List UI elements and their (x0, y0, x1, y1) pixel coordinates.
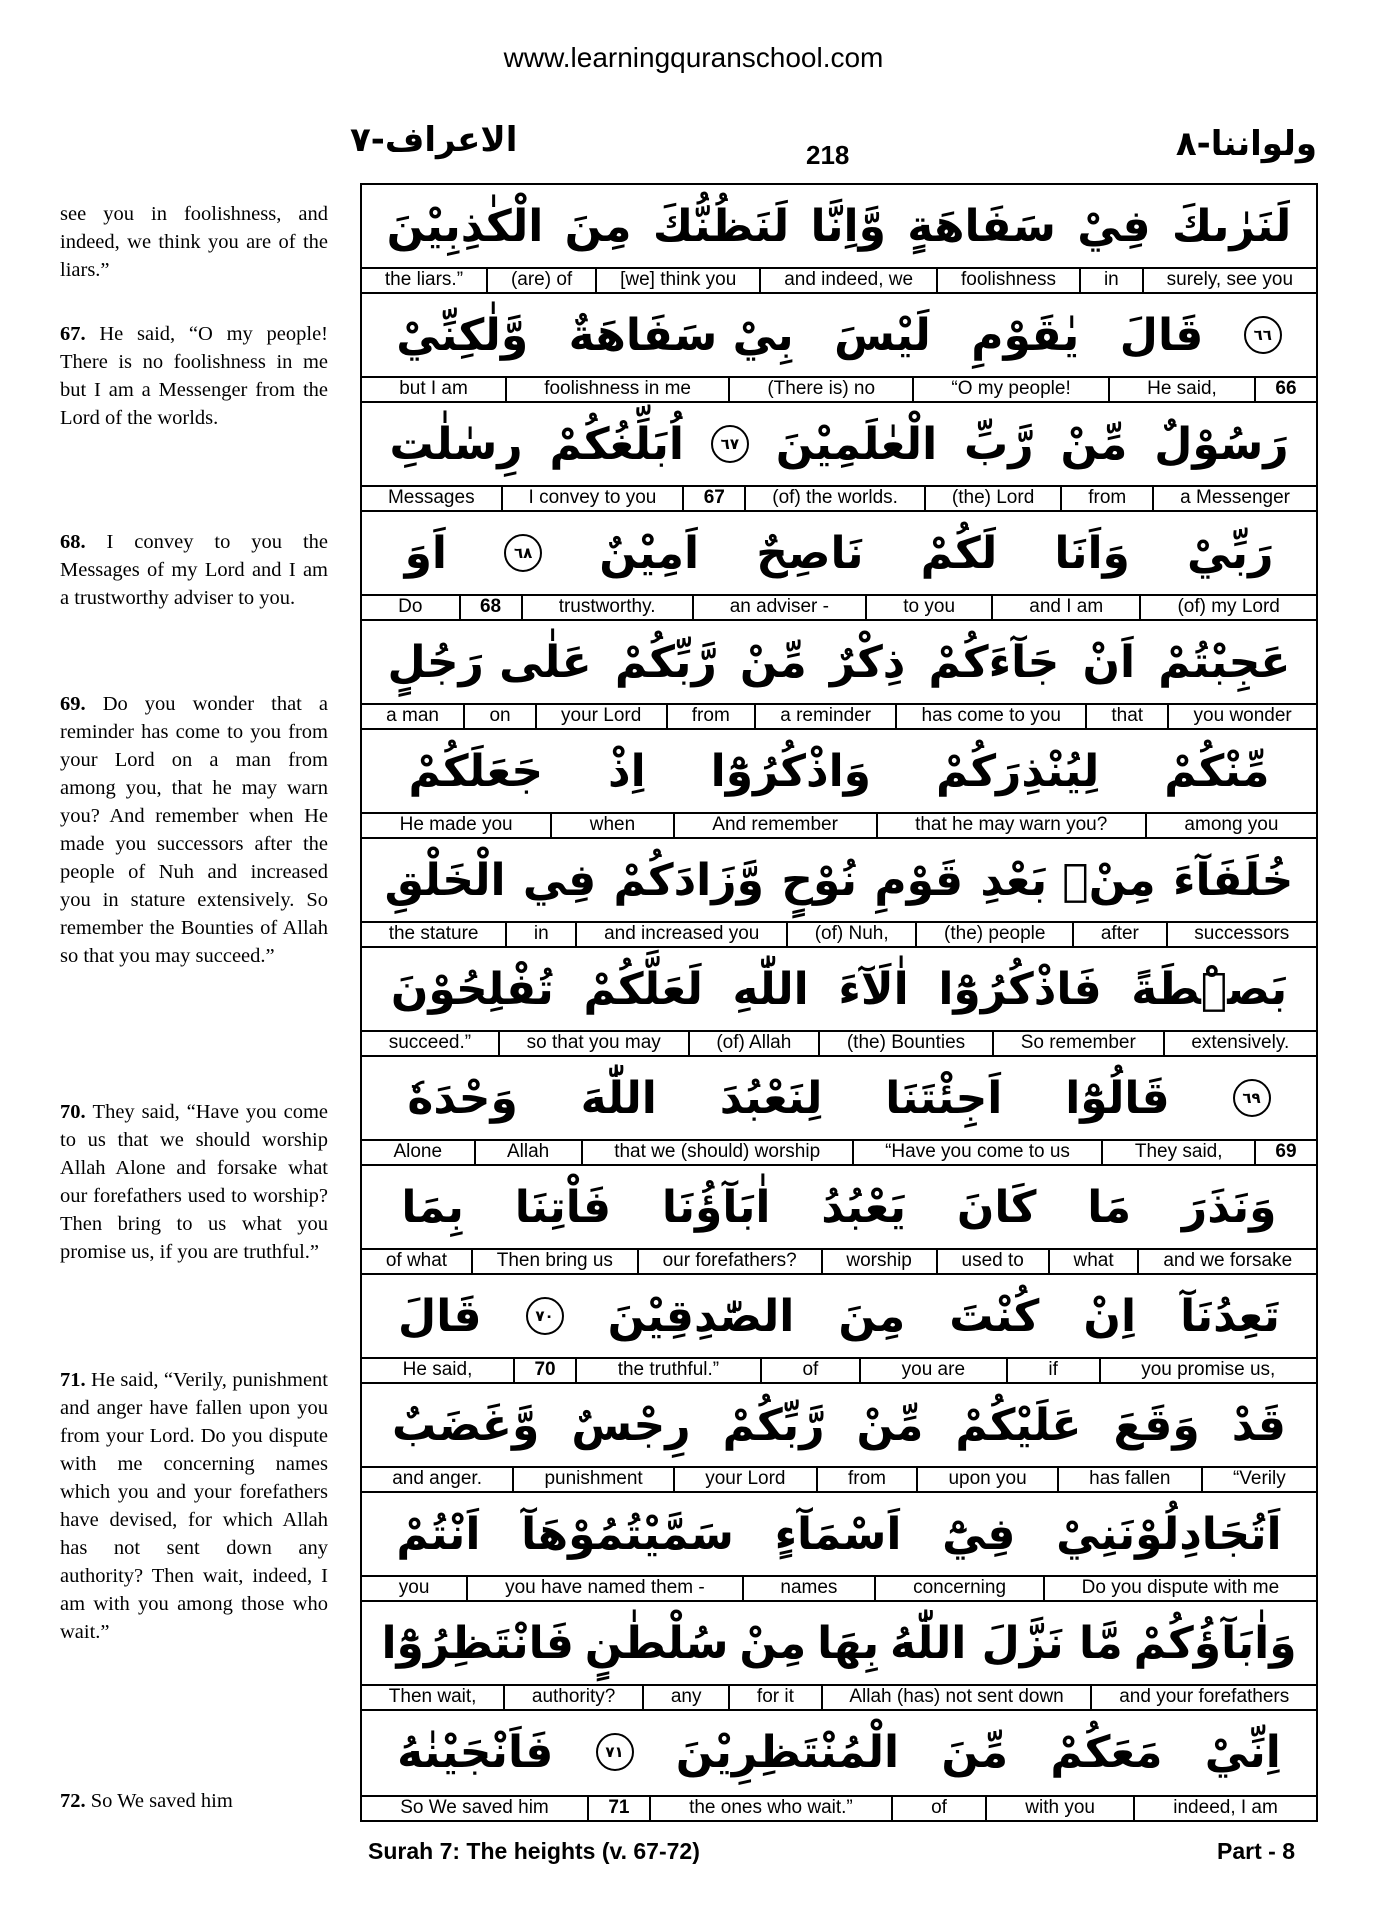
arabic-word: تُفْلِحُوْنَ (390, 963, 554, 1015)
english-gloss: (of) Nuh, (786, 923, 915, 946)
verse-number-cell: 70 (513, 1359, 575, 1382)
translation-text: They said, “Have you come to us that we should worship Allah Alone and forsake what our forefathers used to worship? Then bring to us what you promise us, if you are truthful.” (60, 1101, 328, 1263)
english-gloss: of (760, 1359, 859, 1382)
arabic-word: وَاذْكُرُوْٓا (710, 745, 872, 797)
english-gloss: “Verily (1201, 1468, 1316, 1491)
english-gloss: and indeed, we (759, 269, 936, 292)
arabic-word: وَّلٰكِنِّيْ (396, 309, 529, 361)
english-gloss: Then bring us (471, 1250, 637, 1273)
english-gloss-row (362, 1466, 1316, 1491)
arabic-word: رَبِّيْ (1187, 527, 1274, 579)
arabic-word: وَقَعَ (1113, 1399, 1200, 1451)
verse-row (362, 948, 1316, 1057)
surah-header-arabic: الاعراف-٧ (350, 120, 518, 160)
english-gloss: of (891, 1797, 985, 1820)
verse-row (362, 1602, 1316, 1711)
english-gloss: Do you dispute with me (1043, 1577, 1316, 1600)
translation-paragraph (60, 200, 328, 284)
arabic-word: وَّزَادَكُمْ (613, 854, 764, 906)
english-gloss: on (463, 705, 535, 728)
translation-text: Do you wonder that a reminder has come to you from your Lord on a man from among you, that he may warn you? And remember when He made you successors after the people of Nuh and increased you in stature extensively. So remember the Bounties of Allah so that you may succeed.” (60, 693, 329, 967)
arabic-word: رَّبِّكُمْ (722, 1399, 825, 1451)
juz-header-arabic: ولواننا-٨ (1175, 124, 1317, 164)
english-gloss-row (362, 703, 1316, 728)
english-gloss: your Lord (673, 1468, 816, 1491)
english-gloss: I convey to you (501, 487, 683, 510)
arabic-word: وَّغَضَبٌ (392, 1399, 540, 1451)
arabic-word: رَسُوْلٌ (1154, 418, 1289, 470)
arabic-word: لَنَرٰىكَ (1171, 200, 1292, 252)
english-gloss-row (362, 485, 1316, 510)
english-gloss-row (362, 1030, 1316, 1055)
verse-row (362, 839, 1316, 948)
verse-row (362, 1493, 1316, 1602)
arabic-word: سَمَّيْتُمُوْهَآ (521, 1508, 734, 1560)
arabic-word: رَّبِّكُمْ (614, 636, 717, 688)
arabic-word: مَّا نَزَّلَ اللّٰهُ (890, 1617, 1123, 1669)
ayah-number-marker: ٧٠ (526, 1297, 564, 1335)
english-gloss-row (362, 1357, 1316, 1382)
english-gloss: for it (728, 1686, 820, 1709)
arabic-words (362, 1057, 1316, 1139)
english-gloss: your Lord (535, 705, 666, 728)
translation-paragraph (60, 320, 328, 432)
arabic-word: لَعَلَّكُمْ (583, 963, 703, 1015)
translation-paragraph (60, 690, 328, 970)
site-url[interactable]: www.learningquranschool.com (503, 42, 884, 73)
english-gloss: trustworthy. (521, 596, 692, 619)
english-gloss: upon you (916, 1468, 1057, 1491)
english-gloss-row (362, 267, 1316, 292)
arabic-word: اِنْ (1083, 1290, 1137, 1342)
english-gloss: He made you (399, 814, 513, 835)
arabic-word: رِسٰلٰتِ (389, 418, 523, 470)
verse-number: 70. (60, 1101, 93, 1123)
arabic-words (362, 1275, 1316, 1357)
arabic-word: وَّاِنَّا (810, 200, 886, 252)
english-gloss: (the) Lord (924, 487, 1060, 510)
english-gloss: with you (985, 1797, 1133, 1820)
english-gloss: succeed.” (388, 1032, 472, 1053)
english-gloss: concerning (874, 1577, 1043, 1600)
arabic-word: لِنَعْبُدَ (719, 1072, 823, 1124)
verse-row (362, 621, 1316, 730)
english-gloss: our forefathers? (637, 1250, 821, 1273)
arabic-word: بِيْ سَفَاهَةٌ (568, 309, 794, 361)
english-gloss: Messages (387, 487, 475, 508)
english-gloss: They said, (1101, 1141, 1254, 1164)
english-gloss: used to (936, 1250, 1048, 1273)
english-gloss: any (642, 1686, 728, 1709)
english-gloss: “Have you come to us (852, 1141, 1102, 1164)
arabic-word: الْمُنْتَظِرِيْنَ (675, 1726, 900, 1778)
arabic-word: قَالَ (1119, 309, 1204, 361)
ayah-number-marker: ٧١ (596, 1733, 634, 1771)
arabic-word: كَانَ (956, 1181, 1037, 1233)
verse-number: 68. (60, 531, 107, 553)
arabic-word: مِنَ (838, 1290, 906, 1342)
arabic-word: اَنْ (1082, 636, 1136, 688)
ayah-number-marker: ٦٩ (1233, 1079, 1271, 1117)
english-gloss: that we (should) worship (581, 1141, 852, 1164)
translation-text: He said, “Verily, punishment and anger have fallen upon you from your Lord. Do you dispute with me concerning names which you and your forefathers have devised, for which Allah has not sent down any authority? Then wait, indeed, I am with you among those who wait.” (60, 1369, 328, 1643)
english-gloss: worship (821, 1250, 936, 1273)
english-gloss: you have named them - (466, 1577, 741, 1600)
arabic-word: بَصْۜطَةً (1131, 963, 1288, 1015)
verse-number: 71. (60, 1369, 92, 1391)
verse-row (362, 730, 1316, 839)
english-gloss: surely, see you (1142, 269, 1316, 292)
verse-number: 72. (60, 1790, 91, 1812)
translation-paragraph (60, 1787, 328, 1815)
english-gloss: [we] think you (595, 269, 759, 292)
verse-number-cell: 69 (1254, 1141, 1316, 1164)
english-gloss: a reminder (754, 705, 895, 728)
verse-row (362, 294, 1316, 403)
arabic-word: تَعِدُنَآ (1180, 1290, 1280, 1342)
arabic-word: جَآءَكُمْ (928, 636, 1060, 688)
arabic-word: الْخَلْقِ (384, 854, 506, 906)
english-gloss: that (1085, 705, 1167, 728)
english-gloss: names (742, 1577, 875, 1600)
english-gloss: in (505, 923, 575, 946)
page-number: 218 (806, 140, 850, 170)
english-gloss: a man (386, 705, 439, 726)
arabic-word: عَلَيْكُمْ (955, 1399, 1082, 1451)
english-gloss: the truthful.” (575, 1359, 760, 1382)
arabic-word: وَحْدَهٗ (407, 1072, 518, 1124)
english-gloss: and your forefathers (1090, 1686, 1316, 1709)
arabic-words (362, 403, 1316, 485)
arabic-word: فَاَنْجَيْنٰهُ (397, 1726, 554, 1778)
arabic-word: فِيْٓ (942, 1508, 1016, 1560)
english-gloss: and anger. (392, 1468, 482, 1489)
english-gloss: Alone (393, 1141, 443, 1162)
footer-part: Part - 8 (1217, 1838, 1295, 1864)
arabic-words (362, 1711, 1316, 1793)
arabic-word: لِيُنْذِرَكُمْ (935, 745, 1100, 797)
translation-text: So We saved him (90, 1790, 233, 1812)
translation-paragraph (60, 1098, 328, 1266)
translation-paragraph (60, 1366, 328, 1646)
english-gloss: what (1048, 1250, 1138, 1273)
arabic-word: وَاٰبَآؤُكُمْ (1133, 1617, 1297, 1669)
arabic-word: كُنْتَ (949, 1290, 1040, 1342)
verse-row (362, 512, 1316, 621)
english-gloss: of what (385, 1250, 448, 1271)
english-gloss: you promise us, (1099, 1359, 1316, 1382)
arabic-word: قَالُوْٓا (1065, 1072, 1170, 1124)
arabic-word: فَانْتَظِرُوْٓا (381, 1617, 574, 1669)
arabic-word: مِّنْكُمْ (1164, 745, 1270, 797)
arabic-word: مَعَكُمْ (1050, 1726, 1163, 1778)
arabic-word: عَلٰى رَجُلٍ (387, 636, 592, 688)
translation-paragraph (60, 528, 328, 612)
english-gloss: (of) my Lord (1139, 596, 1316, 619)
english-gloss: in (1079, 269, 1142, 292)
arabic-word: اٰلَآءَ (838, 963, 909, 1015)
english-gloss-row (362, 921, 1316, 946)
arabic-word: اَجِئْتَنَا (885, 1072, 1003, 1124)
english-gloss-row (362, 1795, 1316, 1820)
verse-number-cell: 71 (587, 1797, 649, 1820)
arabic-word: اَوَ (404, 527, 447, 579)
arabic-word: الْكٰذِبِيْنَ (386, 200, 544, 252)
arabic-words (362, 730, 1316, 812)
arabic-word: فَاذْكُرُوْٓا (938, 963, 1102, 1015)
english-gloss: a Messenger (1152, 487, 1316, 510)
verse-row (362, 1275, 1316, 1384)
verse-row (362, 185, 1316, 294)
arabic-word: يَعْبُدُ (821, 1181, 906, 1233)
english-gloss: you (398, 1577, 430, 1598)
arabic-words (362, 1384, 1316, 1466)
word-by-word-grid (360, 183, 1318, 1822)
arabic-word: خُلَفَآءَ (1172, 854, 1294, 906)
english-gloss: He said, (1108, 378, 1254, 401)
english-gloss: foolishness (936, 269, 1079, 292)
english-gloss-row (362, 1684, 1316, 1709)
arabic-word: جَعَلَكُمْ (408, 745, 544, 797)
footer-surah: Surah 7: The heights (v. 67-72) (368, 1838, 700, 1864)
arabic-word: مِّنْ (1060, 418, 1128, 470)
arabic-word: قَالَ (398, 1290, 482, 1342)
arabic-word: اُبَلِّغُكُمْ (549, 418, 684, 470)
translation-text: He said, “O my people! There is no foolishness in me but I am a Messenger from the Lord of the worlds. (60, 323, 328, 429)
verse-row (362, 1711, 1316, 1820)
arabic-word: اِذْ (608, 745, 646, 797)
english-gloss: to you (865, 596, 991, 619)
arabic-words (362, 1493, 1316, 1575)
arabic-words (362, 1602, 1316, 1684)
arabic-word: قَدْ (1231, 1399, 1286, 1451)
translation-text: see you in foolishness, and indeed, we think you are of the liars.” (60, 203, 328, 281)
ayah-number-marker: ٦٨ (504, 534, 542, 572)
english-gloss: indeed, I am (1133, 1797, 1316, 1820)
arabic-word: الصّٰدِقِيْنَ (607, 1290, 795, 1342)
arabic-words (362, 621, 1316, 703)
arabic-word: سُلْطٰنٍ (584, 1617, 729, 1669)
english-gloss: from (816, 1468, 916, 1491)
arabic-words (362, 185, 1316, 267)
english-gloss: punishment (512, 1468, 673, 1491)
arabic-words (362, 1166, 1316, 1248)
arabic-word: بِمَا (401, 1181, 464, 1233)
verse-number-cell: 68 (459, 596, 521, 619)
verse-row (362, 1384, 1316, 1493)
arabic-word: مِّنْ (856, 1399, 924, 1451)
english-gloss: but I am (399, 378, 468, 399)
english-gloss: you wonder (1167, 705, 1316, 728)
english-gloss: and I am (991, 596, 1139, 619)
arabic-word: مِنْۢ بَعْدِ (980, 854, 1156, 906)
english-gloss: authority? (503, 1686, 642, 1709)
arabic-words (362, 294, 1316, 376)
arabic-word: فِيْ (1077, 200, 1151, 252)
english-gloss: and we forsake (1137, 1250, 1316, 1273)
ayah-number-marker: ٦٧ (711, 425, 749, 463)
english-gloss: has come to you (895, 705, 1085, 728)
arabic-word: فِي (522, 854, 597, 906)
arabic-word: مَا (1087, 1181, 1132, 1233)
english-gloss: you are (859, 1359, 1006, 1382)
english-gloss: the stature (388, 923, 479, 944)
english-gloss: (of) the worlds. (744, 487, 924, 510)
verse-number: 69. (60, 693, 103, 715)
english-gloss: after (1072, 923, 1165, 946)
arabic-word: وَاَنَا (1054, 527, 1130, 579)
english-gloss: So remember (992, 1032, 1163, 1055)
english-gloss: from (666, 705, 754, 728)
ayah-number-marker: ٦٦ (1244, 316, 1282, 354)
arabic-word: لَيْسَ (834, 309, 931, 361)
english-gloss: (the) Bounties (818, 1032, 992, 1055)
verse-number-cell: 67 (682, 487, 744, 510)
arabic-word: الْعٰلَمِيْنَ (775, 418, 938, 470)
english-gloss: (of) Allah (688, 1032, 819, 1055)
arabic-word: مِّنْ (739, 636, 807, 688)
english-gloss-row (362, 376, 1316, 401)
translation-text: I convey to you the Messages of my Lord and I am a trustworthy adviser to you. (60, 531, 328, 609)
arabic-word: مِّنَ (941, 1726, 1009, 1778)
arabic-word: بِهَا (817, 1617, 880, 1669)
english-gloss: the liars.” (384, 269, 464, 290)
verse-row (362, 1057, 1316, 1166)
english-gloss: the ones who wait.” (649, 1797, 891, 1820)
english-gloss: Do (398, 596, 423, 617)
english-gloss: Allah (has) not sent down (821, 1686, 1091, 1709)
english-gloss: that he may warn you? (876, 814, 1145, 837)
arabic-word: اَسْمَآءٍ (774, 1508, 902, 1560)
arabic-word: لَنَظُنُّكَ (652, 200, 790, 252)
english-gloss: (There is) no (728, 378, 912, 401)
arabic-word: اٰبَآؤُنَا (661, 1181, 771, 1233)
arabic-word: اَنْتُمْ (396, 1508, 481, 1560)
arabic-word: لَكُمْ (920, 527, 998, 579)
english-gloss-row (362, 812, 1316, 837)
verse-number: 67. (60, 323, 100, 345)
english-gloss: He said, (402, 1359, 473, 1380)
arabic-word: اَمِيْنٌ (599, 527, 700, 579)
english-gloss: from (1060, 487, 1152, 510)
verse-row (362, 1166, 1316, 1275)
arabic-word: فَاْتِنَا (514, 1181, 612, 1233)
english-gloss: if (1006, 1359, 1099, 1382)
arabic-words (362, 512, 1316, 594)
arabic-words (362, 839, 1316, 921)
arabic-word: اللّٰهِ (732, 963, 809, 1015)
arabic-word: رَّبِّ (964, 418, 1034, 470)
arabic-word: مِنَ (564, 200, 632, 252)
english-gloss: so that you may (498, 1032, 688, 1055)
english-gloss-row (362, 594, 1316, 619)
verse-number-cell: 66 (1254, 378, 1316, 401)
english-gloss-row (362, 1575, 1316, 1600)
arabic-word: وَنَذَرَ (1181, 1181, 1277, 1233)
english-gloss: foolishness in me (505, 378, 728, 401)
english-gloss-row (362, 1139, 1316, 1164)
arabic-word: قَوْمِ (874, 854, 964, 906)
english-gloss: “O my people! (912, 378, 1108, 401)
english-gloss-row (362, 1248, 1316, 1273)
arabic-word: رِجْسٌ (571, 1399, 691, 1451)
arabic-word: ذِكْرٌ (829, 636, 906, 688)
arabic-word: مِنْ (739, 1617, 807, 1669)
english-gloss: successors (1166, 923, 1316, 946)
arabic-word: نُوْحٍ (781, 854, 858, 906)
english-gloss: extensively. (1163, 1032, 1316, 1055)
english-gloss: among you (1145, 814, 1316, 837)
english-gloss: Allah (474, 1141, 581, 1164)
arabic-word: سَفَاهَةٍ (907, 200, 1056, 252)
english-gloss: And remember (673, 814, 876, 837)
english-gloss: has fallen (1057, 1468, 1201, 1491)
english-gloss: and increased you (575, 923, 786, 946)
english-gloss: So We saved him (400, 1797, 549, 1818)
arabic-word: نَاصِحٌ (756, 527, 864, 579)
arabic-word: اللّٰهَ (580, 1072, 657, 1124)
verse-row (362, 403, 1316, 512)
arabic-word: اِنِّيْ (1204, 1726, 1281, 1778)
english-gloss: (are) of (486, 269, 595, 292)
english-gloss: (the) people (915, 923, 1072, 946)
arabic-word: يٰقَوْمِ (971, 309, 1080, 361)
english-gloss: Then wait, (388, 1686, 477, 1707)
arabic-word: عَجِبْتُمْ (1158, 636, 1291, 688)
arabic-word: اَتُجَادِلُوْنَنِيْ (1056, 1508, 1282, 1560)
english-gloss: when (550, 814, 673, 837)
english-gloss: an adviser - (692, 596, 866, 619)
arabic-words (362, 948, 1316, 1030)
